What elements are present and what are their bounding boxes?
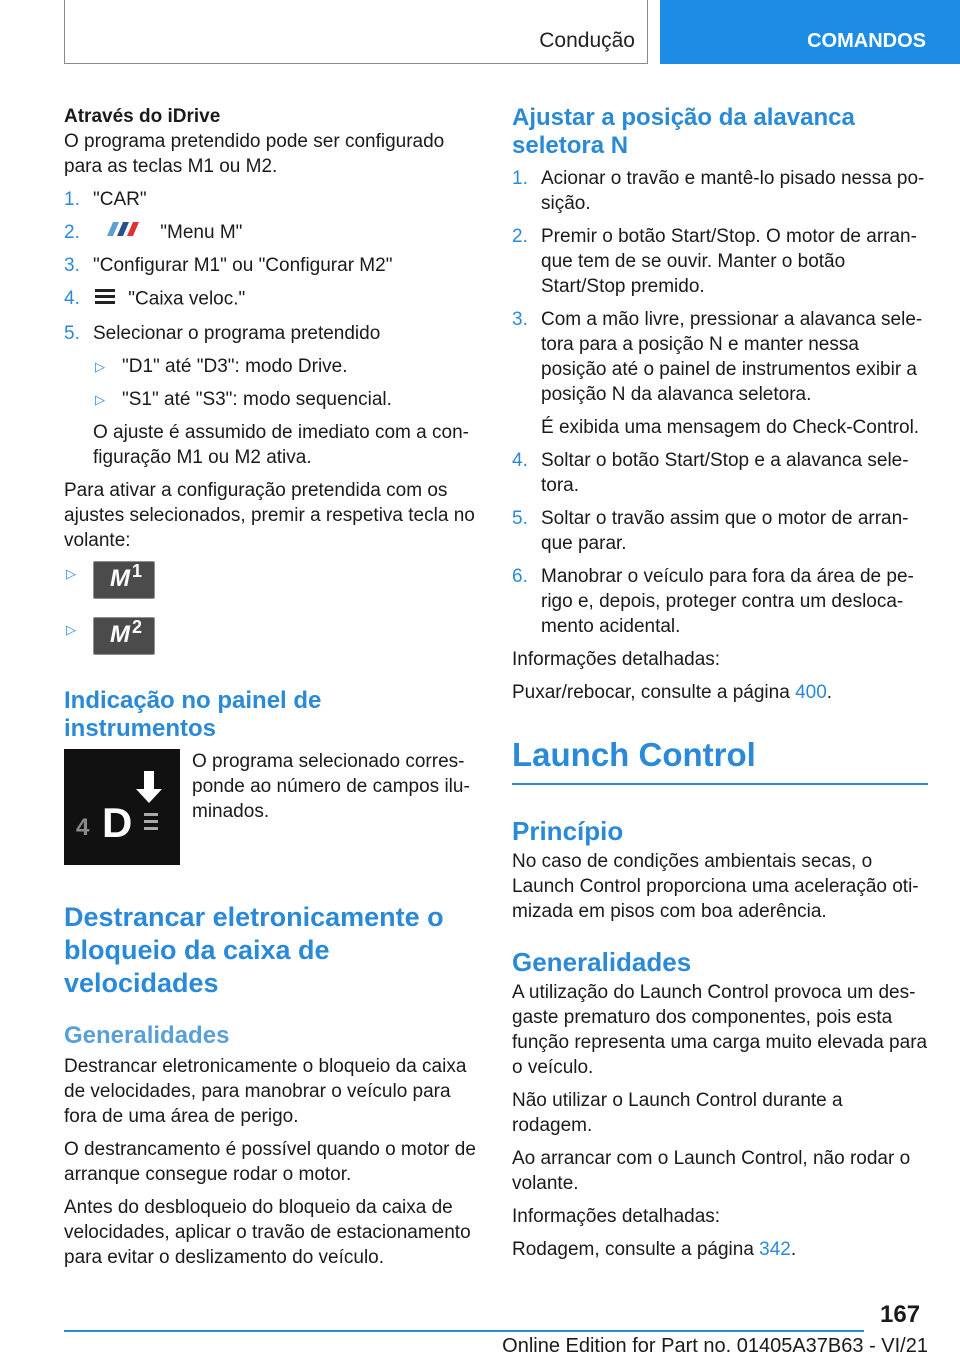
left-column	[64, 104, 480, 1278]
gearbox-icon	[93, 286, 117, 313]
list-item	[64, 187, 480, 212]
list-item	[64, 321, 480, 470]
m-letter: M	[110, 621, 130, 649]
triangle-bullet-icon: ▷	[66, 622, 76, 638]
step-text: "Configurar M1" ou "Configurar M2"	[93, 255, 393, 277]
step-number: 3.	[64, 255, 80, 277]
tow-reference	[512, 680, 928, 705]
list-item	[512, 307, 928, 440]
option-text: "S1" até "S3": modo sequencial.	[122, 389, 392, 411]
list-item	[64, 617, 480, 661]
page-link-342[interactable]: 342	[759, 1238, 791, 1260]
list-item	[512, 166, 928, 216]
general-para-3: Ao arrancar com o Launch Control, não rodar o volante.	[512, 1147, 911, 1194]
step3-note: É exibida uma mensagem do Check-Control.	[541, 417, 920, 438]
display-heading: Indicação no painel de instrumentos	[64, 687, 322, 743]
triangle-bullet-icon: ▷	[66, 566, 76, 582]
step-text: Com a mão livre, pressionar a alavanca sele-tora para a posição N e manter nessa posição até o painel de instrumentos exibir a posição N da alavanca seletora.	[541, 309, 923, 405]
general-heading-right: Generalidades	[512, 946, 692, 977]
activate-text: Para ativar a configuração pretendida com os ajustes selecionados, premir a respetiva tecla no volante:	[64, 480, 475, 552]
general-para-1: A utilização do Launch Control provoca um des-gaste prematuro dos componentes, pois esta função representa uma carga muito elevada para o veículo.	[512, 981, 928, 1078]
right-column	[512, 104, 928, 1270]
triangle-bullet-icon: ▷	[95, 359, 105, 375]
idrive-heading: Através do iDrive	[64, 106, 221, 127]
launch-control-heading: Launch Control	[512, 736, 756, 773]
step-number: 6.	[512, 566, 528, 587]
step-number: 5.	[64, 323, 80, 345]
step-text: Soltar o botão Start/Stop e a alavanca sele-tora.	[541, 450, 909, 496]
gear-count: 4	[76, 814, 90, 842]
details-label: Informações detalhadas:	[512, 649, 721, 670]
program-options	[93, 354, 480, 412]
step-number: 4.	[512, 450, 528, 471]
step-text: Manobrar o veículo para fora da área de pe-rigo e, depois, proteger contra um desloca-mento acidental.	[541, 566, 914, 637]
step-text: "Menu M"	[160, 222, 243, 243]
general-para-1: Destrancar eletronicamente o bloqueio da caixa de velocidades, para manobrar o veículo para fora de uma área de perigo.	[64, 1056, 467, 1128]
header-chapter-label: COMANDOS	[807, 30, 926, 52]
step-number: 1.	[64, 189, 80, 210]
step-number: 2.	[64, 222, 80, 243]
period: .	[790, 1238, 797, 1260]
adjust-steps	[512, 166, 928, 639]
step-text: Soltar o travão assim que o motor de arran-que parar.	[541, 508, 909, 554]
step-text: Selecionar o programa pretendido	[93, 323, 381, 345]
step-number: 2.	[512, 226, 528, 247]
list-item	[512, 506, 928, 556]
step-number: 4.	[64, 288, 80, 310]
idrive-intro: O programa pretendido pode ser configurado para as teclas M1 ou M2.	[64, 131, 445, 177]
option-text: "D1" até "D3": modo Drive.	[122, 356, 348, 378]
run-reference	[512, 1237, 928, 1262]
page-number: 167	[880, 1301, 921, 1328]
list-item	[512, 448, 928, 498]
general-heading-left: Generalidades	[64, 1022, 230, 1050]
step-number: 5.	[512, 508, 528, 529]
general-para-3: Antes do desbloqueio do bloqueio da caixa de velocidades, aplicar o travão de estacionamento para evitar o deslizamento do veículo.	[64, 1197, 471, 1269]
gear-letter: D	[102, 799, 133, 847]
adjust-heading: Ajustar a posição da alavanca seletora N	[512, 104, 855, 159]
m2-button-icon	[93, 617, 155, 655]
display-text: O programa selecionado corres-ponde ao número de campos ilu-minados.	[192, 751, 470, 823]
step-text: Acionar o travão e mantê-lo pisado nessa po-sição.	[541, 168, 925, 214]
step-number: 1.	[512, 168, 528, 189]
adopt-note: O ajuste é assumido de imediato com a con-figuração M1 ou M2 ativa.	[93, 422, 469, 469]
m-menu-icon	[93, 220, 149, 245]
footer-edition: Online Edition for Part no. 01405A37B63 - VI/21	[502, 1335, 928, 1357]
footer-rule	[64, 1330, 864, 1332]
m-letter: M	[110, 565, 130, 593]
header-section-label: Condução	[539, 29, 635, 52]
list-item	[64, 561, 480, 605]
list-item	[64, 253, 480, 278]
list-item	[93, 387, 480, 412]
m1-button-icon	[93, 561, 155, 599]
m-button-list	[64, 561, 480, 661]
general-para-2: Não utilizar o Launch Control durante a rodagem.	[512, 1089, 843, 1136]
step-text: Premir o botão Start/Stop. O motor de arran-que tem de se ouvir. Manter o botão Start/Stop premido.	[541, 226, 917, 297]
heading-rule	[512, 783, 928, 785]
list-item	[512, 224, 928, 299]
principle-text: No caso de condições ambientais secas, o Launch Control proporciona uma aceleração oti-mizada em pisos com boa aderência.	[512, 850, 919, 922]
unlock-heading: Destrancar eletronicamente o bloqueio da caixa de velocidades	[64, 902, 444, 999]
principle-heading: Princípio	[512, 815, 624, 846]
details-label-2: Informações detalhadas:	[512, 1205, 721, 1227]
step-text: "CAR"	[93, 189, 147, 210]
tow-text: Puxar/rebocar, consulte a página	[512, 682, 796, 703]
page-link-400[interactable]: 400	[795, 682, 827, 703]
header-section-tab	[64, 0, 648, 64]
cluster-display-icon	[64, 749, 180, 865]
step-number: 3.	[512, 309, 528, 330]
list-item	[64, 220, 480, 245]
period: .	[826, 682, 833, 703]
idrive-steps	[64, 187, 480, 470]
triangle-bullet-icon: ▷	[95, 392, 105, 408]
m-index: 2	[132, 617, 143, 638]
list-item	[93, 354, 480, 379]
display-block	[64, 749, 480, 871]
header-chapter-tab	[660, 0, 960, 64]
general-para-2: O destrancamento é possível quando o motor de arranque consegue rodar o motor.	[64, 1139, 476, 1186]
list-item	[512, 564, 928, 639]
step-text: "Caixa veloc."	[128, 289, 246, 310]
m-index: 1	[132, 561, 143, 582]
run-text: Rodagem, consulte a página	[512, 1238, 760, 1260]
list-item	[64, 286, 480, 313]
